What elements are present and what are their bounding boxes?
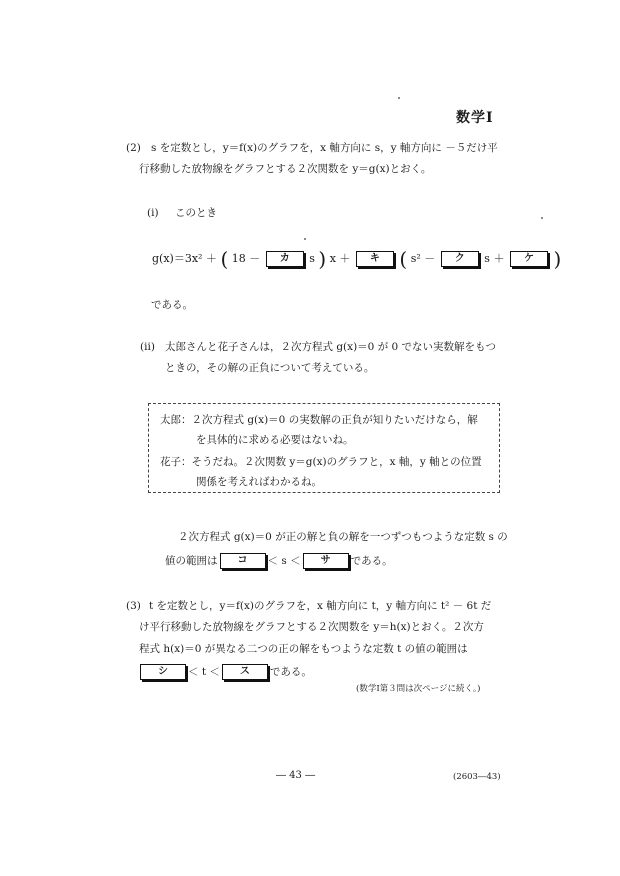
page-number: ― 43 ― xyxy=(276,770,316,781)
equation-lhs: g(x)＝3x² ＋ xyxy=(152,252,217,265)
paren-open-2: ( xyxy=(399,247,408,271)
part-ii-line2: ときの，その解の正負について考えている。 xyxy=(165,362,375,374)
answer-box-ke: ケ xyxy=(510,251,548,267)
dialog-taro-line1: 太郎：２次方程式 g(x)＝0 の実数解の正負が知りたいだけなら，解 xyxy=(160,414,478,426)
paren-close-1: ) xyxy=(318,247,327,271)
equation-part4: s² － xyxy=(410,252,436,265)
answer-box-ki: キ xyxy=(356,251,394,267)
subject-heading: 数学Ⅰ xyxy=(456,110,494,126)
equation-part5: s ＋ xyxy=(484,252,505,265)
answer-box-sa: サ xyxy=(303,553,349,569)
range-mid: ＜ t ＜ xyxy=(188,666,220,678)
answer-box-shi: シ xyxy=(140,664,186,680)
question-3-line3: 程式 h(x)＝0 が異なる二つの正の解をもつような定数 t の値の範囲は xyxy=(139,643,468,655)
equation-g xyxy=(152,247,561,271)
equation-part2: s xyxy=(309,252,315,265)
part-ii-label: (ii) xyxy=(140,341,155,353)
answer-box-su: ス xyxy=(222,664,268,680)
part-i-after: である。 xyxy=(151,299,193,311)
condition-post: である。 xyxy=(350,555,393,567)
range-post: である。 xyxy=(269,666,312,678)
paren-open-1: ( xyxy=(220,247,229,271)
answer-box-ku: ク xyxy=(441,251,479,267)
part-i-text: このとき xyxy=(175,207,217,219)
condition-line1: ２次方程式 g(x)＝0 が正の解と負の解を一つずつもつような定数 s の xyxy=(178,531,508,543)
question-3-range xyxy=(138,664,312,680)
continued-note: (数学Ⅰ第３問は次ページに続く。) xyxy=(356,684,481,694)
equation-part3: x ＋ xyxy=(329,252,351,265)
answer-box-ko: コ xyxy=(220,553,266,569)
answer-box-ka: カ xyxy=(266,251,304,267)
question-2-intro-line1: s を定数とし，y＝f(x)のグラフを，x 軸方向に s，y 軸方向に －５だけ平 xyxy=(151,142,498,154)
question-2-intro-line2: 行移動した放物線をグラフとする２次関数を y＝g(x)とおく。 xyxy=(139,163,432,175)
part-i-label: (i) xyxy=(147,207,159,219)
page-code: (2603―43) xyxy=(453,772,501,782)
question-3-line2: け平行移動した放物線をグラフとする２次関数を y＝h(x)とおく。２次方 xyxy=(139,621,484,633)
condition-pre: 値の範囲は xyxy=(165,555,218,567)
equation-part1: 18 － xyxy=(231,252,261,265)
paren-close-2: ) xyxy=(553,247,562,271)
question-3-number: (3) xyxy=(126,600,141,612)
dialog-taro-line2: を具体的に求める必要はないね。 xyxy=(196,434,354,446)
dialog-hanako-line1: 花子：そうだね。２次関数 y＝g(x)のグラフと，x 軸，y 軸との位置 xyxy=(160,456,482,468)
dialog-hanako-line2: 関係を考えればわかるね。 xyxy=(196,476,322,488)
scan-speck xyxy=(398,97,400,99)
condition-mid: ＜ s ＜ xyxy=(267,555,301,567)
condition-line2 xyxy=(165,553,393,569)
scan-speck xyxy=(304,238,306,240)
question-2-number: (2) xyxy=(126,142,141,154)
question-3-line1: t を定数とし，y＝f(x)のグラフを，x 軸方向に t，y 軸方向に t² － 6t だ xyxy=(149,600,492,612)
part-ii-line1: 太郎さんと花子さんは，２次方程式 g(x)＝0 が 0 でない実数解をもつ xyxy=(165,341,497,353)
scan-speck xyxy=(541,217,543,219)
